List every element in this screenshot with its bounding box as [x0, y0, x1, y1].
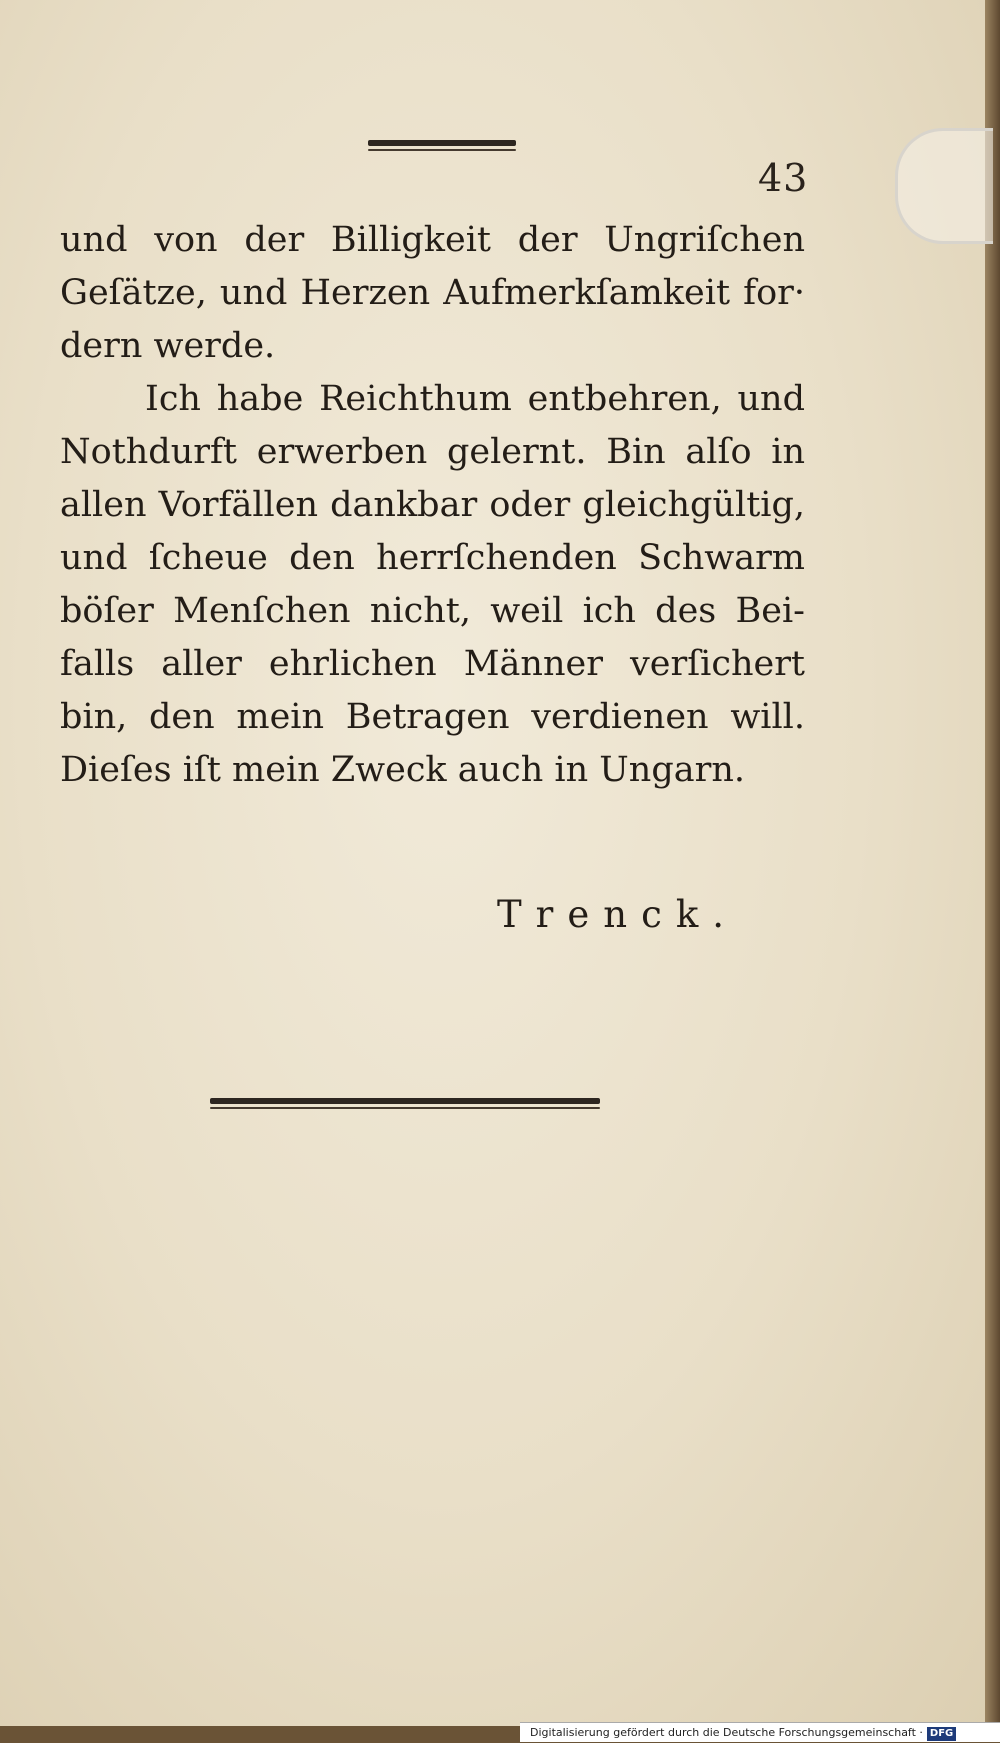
text-line: bin, den mein Betragen verdienen will. — [60, 697, 805, 737]
top-ornament-rule — [368, 140, 516, 151]
signature: Trenck. — [497, 893, 738, 936]
page-number: 43 — [758, 156, 809, 200]
digitization-footer — [520, 1722, 1000, 1742]
footer-text: Digitalisierung gefördert durch die Deutsche Forschungsgemeinschaft · — [530, 1726, 923, 1739]
text-line: allen Vorfällen dankbar oder gleichgültig, — [60, 485, 805, 525]
text-line: falls aller ehrlichen Männer verſichert — [60, 644, 805, 684]
text-line: böſer Menſchen nicht, weil ich des Bei- — [60, 591, 805, 631]
bottom-ornament-rule — [210, 1098, 600, 1109]
body-text — [60, 214, 805, 797]
dfg-logo-icon: DFG — [927, 1727, 956, 1741]
text-line: dern werde. — [60, 326, 276, 366]
page-edge-shadow — [985, 0, 1000, 1726]
text-line: Dieſes iſt mein Zweck auch in Ungarn. — [60, 750, 745, 790]
text-line: Ich habe Reichthum entbehren, und — [145, 379, 805, 419]
text-line: Geſätze, und Herzen Aufmerkſamkeit for· — [60, 273, 805, 313]
text-line: Nothdurft erwerben gelernt. Bin alſo in — [60, 432, 805, 472]
text-line: und von der Billigkeit der Ungriſchen — [60, 220, 805, 260]
text-line: und ſcheue den herrſchenden Schwarm — [60, 538, 805, 578]
bookmark-tab — [895, 128, 993, 244]
